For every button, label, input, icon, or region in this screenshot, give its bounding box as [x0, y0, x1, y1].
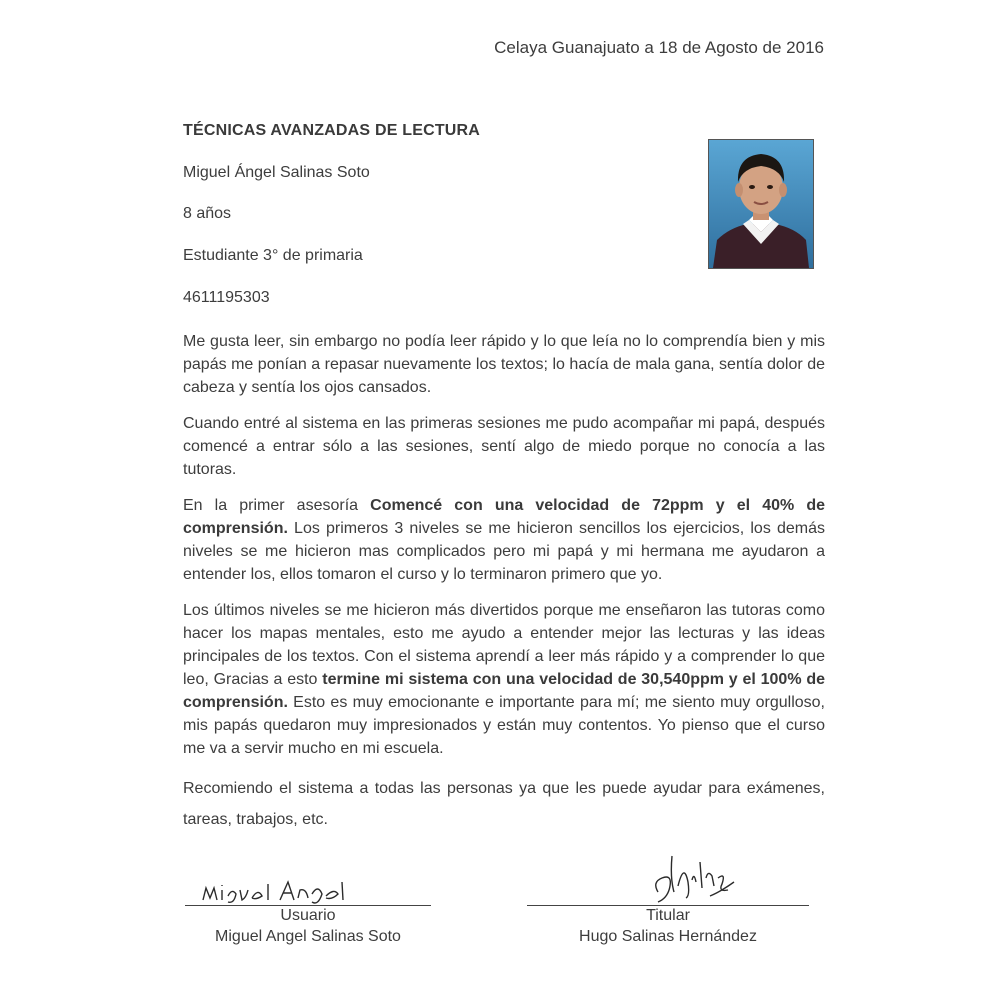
paragraph-1: Me gusta leer, sin embargo no podía leer rápido y lo que leía no lo comprendía bien y mis papás me ponían a repasar nuevamente los textos; lo hacía de mala gana, sentía dolor de cabeza y sentía los ojos cansados. — [183, 333, 825, 396]
paragraph-3-text-a: En la primer asesoría — [183, 497, 371, 514]
paragraph-4-text-b: Esto es muy emocionante e importante para mí; me siento muy orgulloso, mis papás quedaron muy impresionados y están muy contentos. Yo pienso que el curso me va a servir mucho en mi escuela. — [183, 694, 825, 757]
letter-date: Celaya Guanajuato a 18 de Agosto de 2016 — [494, 38, 824, 57]
paragraph-4-text-a: Los últimos niveles se me hicieron más divertidos porque me enseñaron las tutoras como hacer los mapas mentales, esto me ayudo a entender mejor las lecturas y las ideas principales de los textos. Con el sistema aprendí a leer más rápido y a comprender lo que leo, Gracias a esto — [183, 602, 825, 688]
user-full-name: Miguel Angel Salinas Soto — [215, 928, 401, 945]
student-age: 8 años — [183, 205, 232, 222]
letter-body — [183, 330, 825, 848]
holder-role-label: Titular — [646, 907, 690, 924]
paragraph-3-highlight: Comencé con una velocidad de 72ppm y el 40% de comprensión. — [183, 497, 826, 537]
holder-full-name: Hugo Salinas Hernández — [579, 928, 757, 945]
student-name: Miguel Ángel Salinas Soto — [183, 164, 370, 181]
user-role-label: Usuario — [280, 907, 336, 924]
paragraph-2: Cuando entré al sistema en las primeras sesiones me pudo acompañar mi papá, después comencé a entrar sólo a las sesiones, sentí algo de miedo porque no conocía a las tutoras. — [183, 415, 825, 478]
student-portrait-photo — [708, 139, 814, 269]
user-signature-block — [185, 905, 431, 948]
holder-signature-block — [527, 905, 809, 948]
student-grade: Estudiante 3° de primaria — [183, 247, 363, 264]
paragraph-5: Recomiendo el sistema a todas las personas ya que les puede ayudar para exámenes, tareas, trabajos, etc. — [183, 780, 825, 828]
document-title: TÉCNICAS AVANZADAS DE LECTURA — [183, 122, 481, 139]
paragraph-4 — [183, 599, 825, 760]
paragraph-3-text-b: Los primeros 3 niveles se me hicieron sencillos los ejercicios, los demás niveles se me hicieron mas complicados pero mi papá y mi hermana me ayudaron a entender los, ellos tomaron el curso y lo terminaron primero que yo. — [183, 520, 825, 583]
paragraph-4-highlight: termine mi sistema con una velocidad de 30,540ppm y el 100% de comprensión. — [183, 671, 826, 711]
holder-handwritten-signature — [648, 852, 738, 913]
paragraph-3 — [183, 494, 825, 586]
student-phone: 4611195303 — [183, 289, 270, 306]
